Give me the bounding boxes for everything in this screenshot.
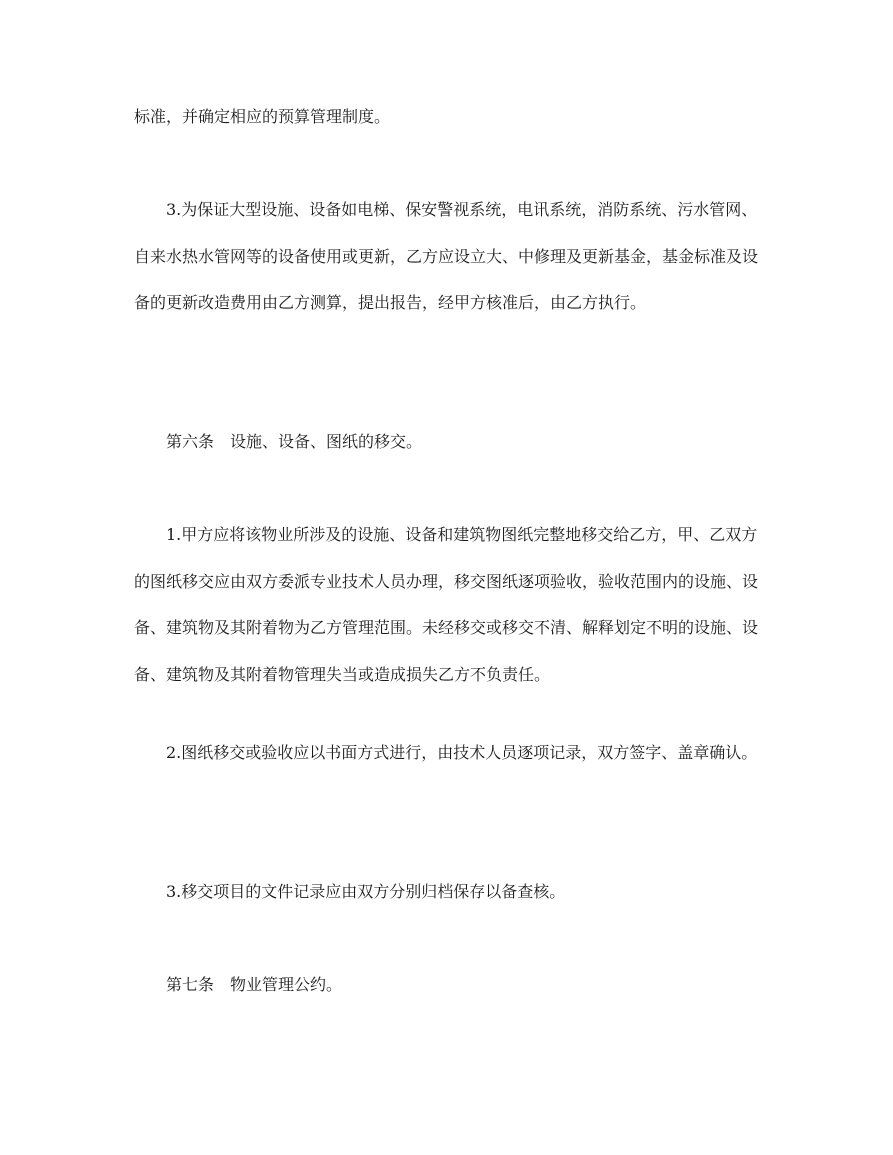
article-six-heading [134, 419, 764, 466]
paragraph-maintenance-fund: 3.为保证大型设施、设备如电梯、保安警视系统，电讯系统，消防系统、污水管网、自来水热水管网等的设备使用或更新，乙方应设立大、中修理及更新基金，基金标准及设备的更新改造费用由乙方测算，提出报告，经甲方核准后，由乙方执行。 [134, 200, 759, 312]
paragraph-written-acceptance: 2.图纸移交或验收应以书面方式进行，由技术人员逐项记录，双方签字、盖章确认。 [166, 743, 758, 762]
article-title: 物业管理公约。 [230, 975, 343, 994]
article-number: 第七条 [166, 975, 215, 994]
article-title: 设施、设备、图纸的移交。 [230, 432, 423, 451]
paragraph-budget-standard: 标准，并确定相应的预算管理制度。 [134, 107, 391, 126]
paragraph-records-archive: 3.移交项目的文件记录应由双方分别归档保存以备查核。 [166, 882, 566, 901]
paragraph-drawings-handover: 1.甲方应将该物业所涉及的设施、设备和建筑物图纸完整地移交给乙方，甲、乙双方的图纸移交应由双方委派专业技术人员办理，移交图纸逐项验收，验收范围内的设施、设备、建筑物及其附着物为乙方管理范围。未经移交或移交不清、解释划定不明的设施、设备、建筑物及其附着物管理失当或造成损失乙方不负责任。 [134, 525, 759, 684]
article-number: 第六条 [166, 432, 215, 451]
article-seven-heading [134, 962, 764, 1009]
